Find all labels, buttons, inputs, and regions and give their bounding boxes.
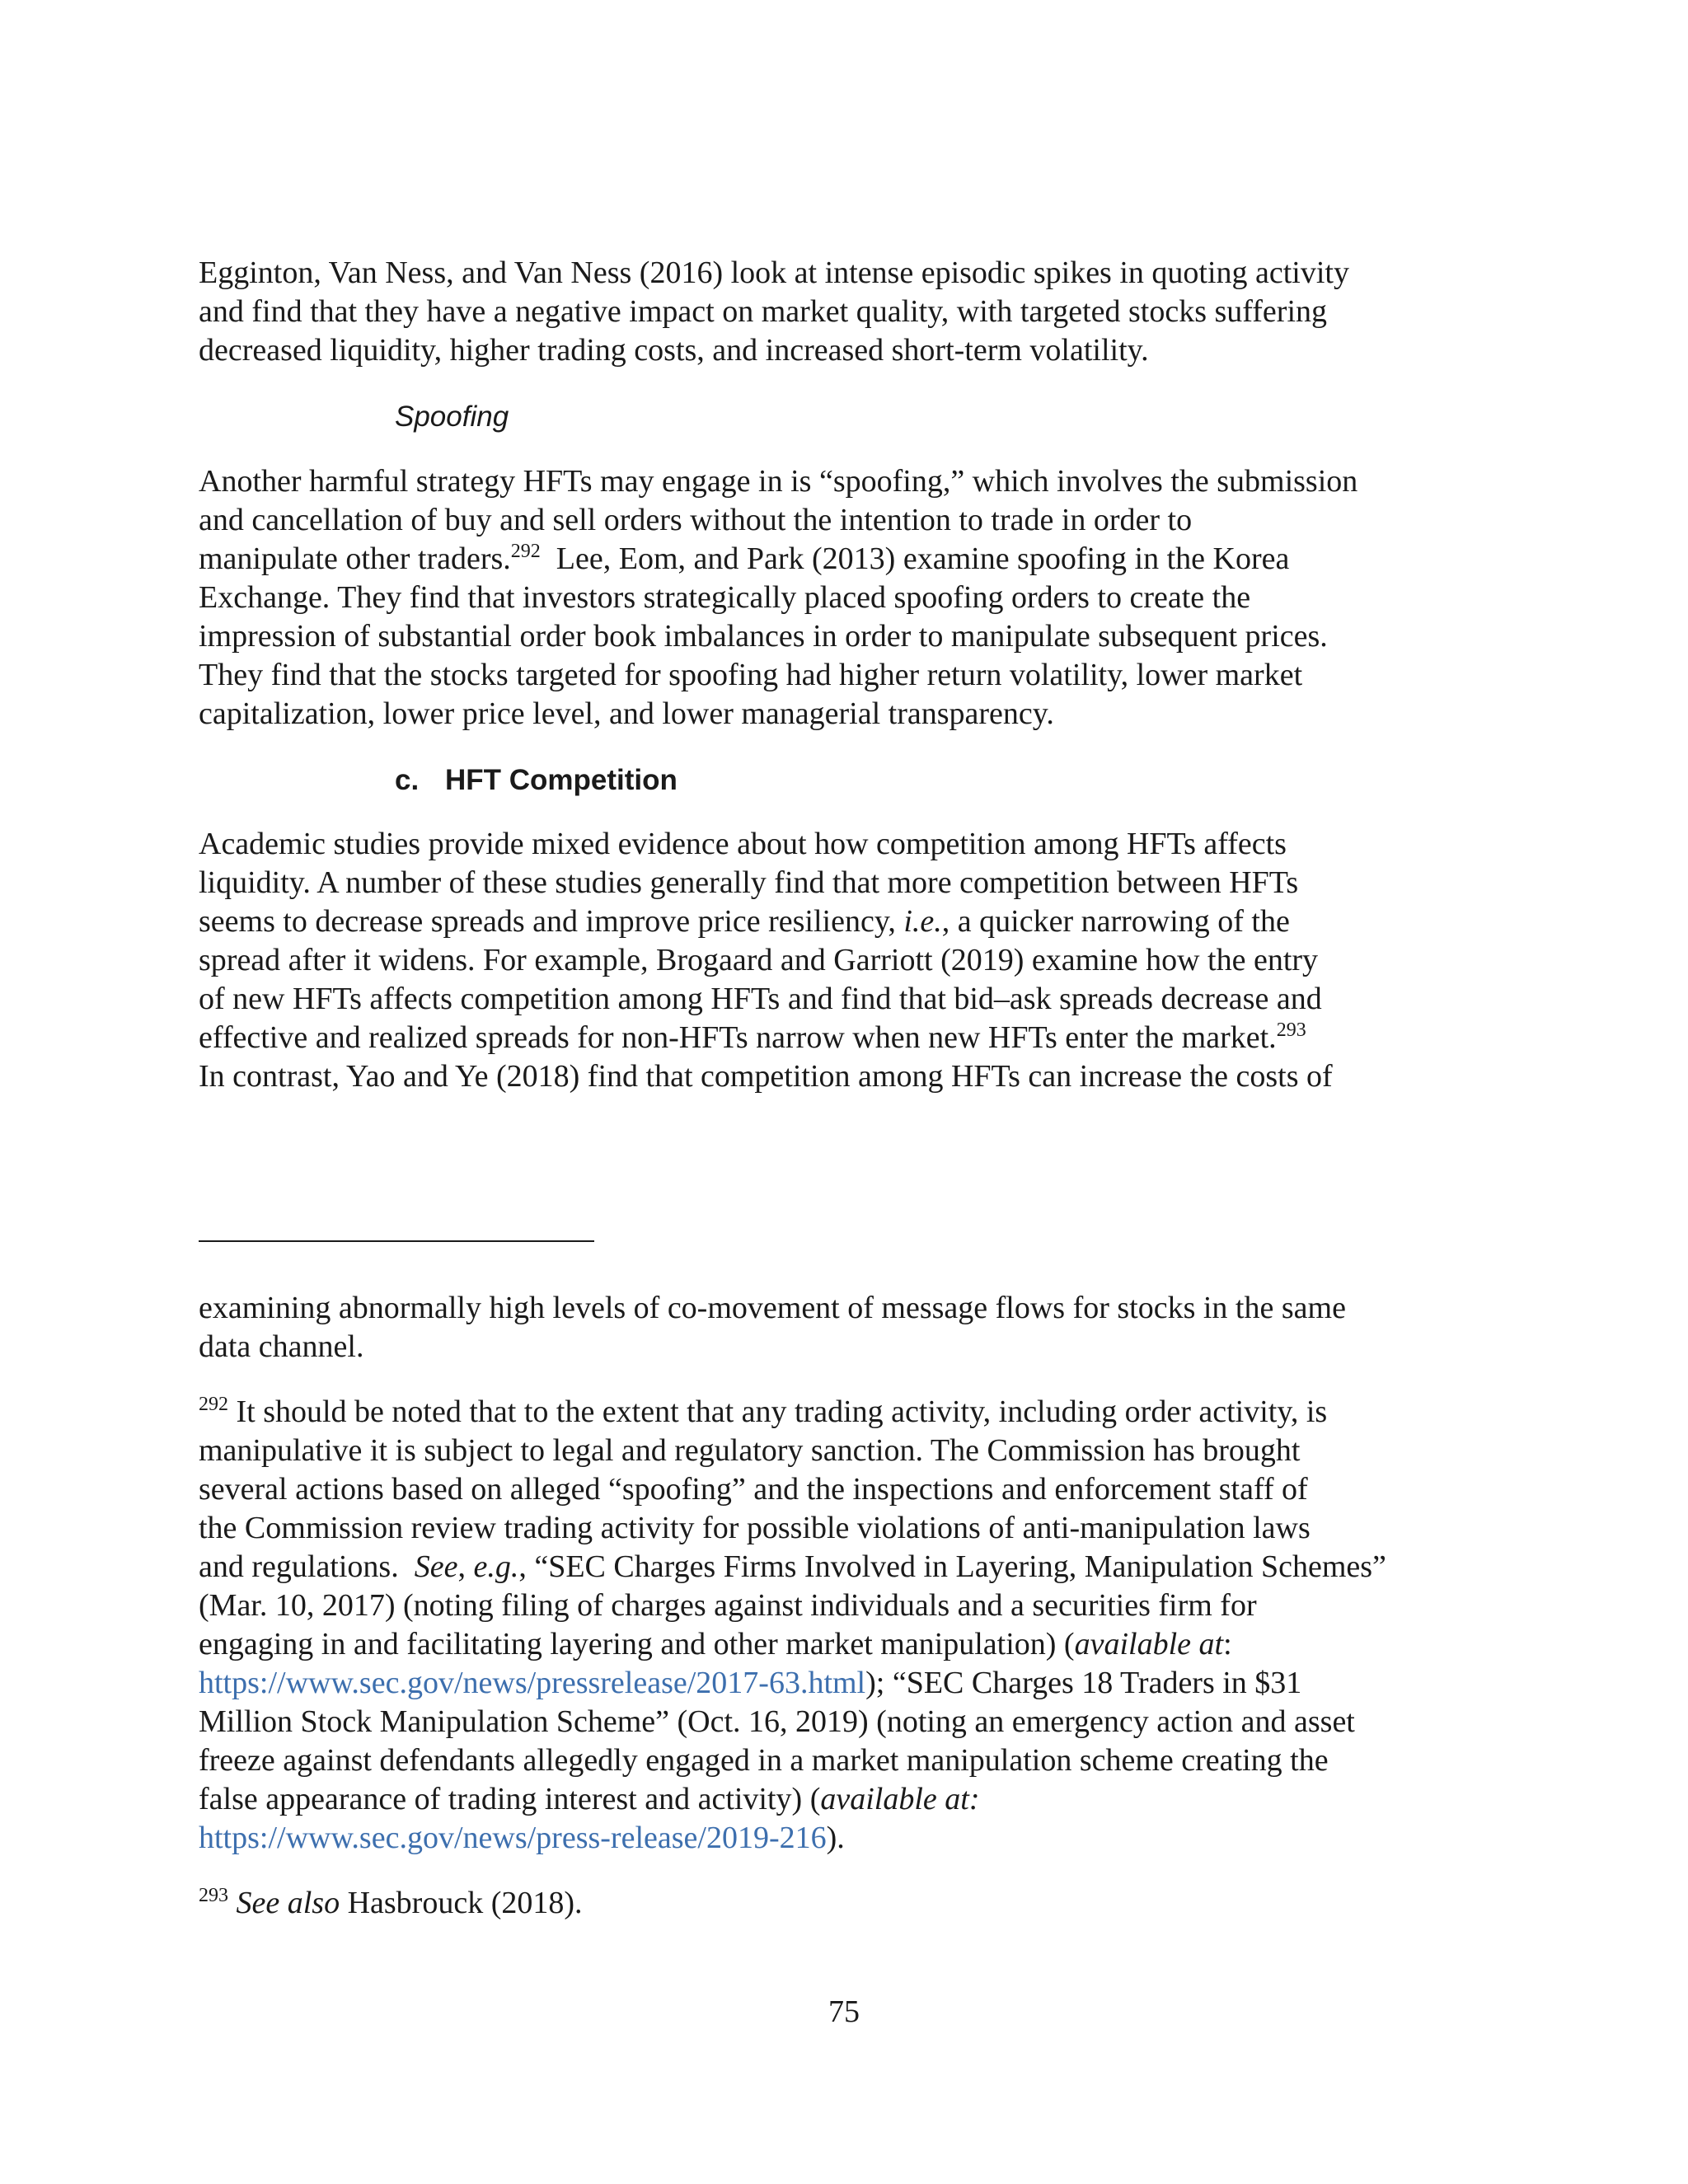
page-number: 75 <box>828 1994 860 2029</box>
paragraph3-ie: i.e. <box>903 904 942 939</box>
footnote-292-line5-text: and regulations. <box>199 1549 415 1584</box>
footnote-292-line7-colon: : <box>1223 1627 1232 1661</box>
footnote-292-line1 <box>199 1393 1327 1432</box>
paragraph3-line3 <box>199 902 1290 941</box>
footnote-292-line7 <box>199 1625 1232 1664</box>
paragraph2-line3-text-after: Lee, Eom, and Park (2013) examine spoofing in the Korea <box>540 541 1290 576</box>
paragraph1-line3: decreased liquidity, higher trading costs, and increased short-term volatility. <box>199 333 1149 368</box>
footnote-292-number: 292 <box>199 1394 228 1415</box>
heading-competition-title: HFT Competition <box>445 764 678 796</box>
sec-link-2019-216[interactable]: https://www.sec.gov/news/press-release/2019-216 <box>199 1821 827 1855</box>
paragraph2-line7: capitalization, lower price level, and lower managerial transparency. <box>199 696 1054 731</box>
paragraph2-line2: and cancellation of buy and sell orders without the intention to trade in order to <box>199 503 1193 537</box>
paragraph2-line5: impression of substantial order book imbalances in order to manipulate subsequent prices. <box>199 619 1328 654</box>
footnote-ref-293[interactable]: 293 <box>1276 1019 1306 1041</box>
paragraph2-line3-text: manipulate other traders. <box>199 541 511 576</box>
footnote-292-available-at-2: available at: <box>820 1782 980 1816</box>
footnote-292-line7-text: engaging in and facilitating layering and other market manipulation) ( <box>199 1627 1075 1661</box>
paragraph3-line5: of new HFTs affects competition among HFTs and find that bid–ask spreads decrease and <box>199 982 1322 1016</box>
footnote-292-line3: several actions based on alleged “spoofing” and the inspections and enforcement staff of <box>199 1472 1308 1507</box>
footnote-ref-292[interactable]: 292 <box>510 541 541 562</box>
footnote-292-available-at-1: available at <box>1074 1627 1224 1661</box>
paragraph3-line1: Academic studies provide mixed evidence about how competition among HFTs affects <box>199 827 1287 861</box>
footnote-292-comma: , <box>457 1549 474 1584</box>
footnote-292-line8-text: ); “SEC Charges 18 Traders in $31 <box>865 1666 1302 1700</box>
sec-link-2017-63[interactable]: https://www.sec.gov/news/pressrelease/2017-63.html <box>199 1666 866 1700</box>
footnote-292-line5 <box>199 1548 1386 1586</box>
footnote-292-line1-text: It should be noted that to the extent that any trading activity, including order activity, is <box>228 1394 1328 1429</box>
paragraph1-line2: and find that they have a negative impact on market quality, with targeted stocks suffering <box>199 294 1328 329</box>
footnote-292-line11 <box>199 1780 979 1819</box>
paragraph3-line6 <box>199 1019 1306 1057</box>
paragraph1-line1: Egginton, Van Ness, and Van Ness (2016) look at intense episodic spikes in quoting activity <box>199 255 1349 290</box>
footnote-continued-line2: data channel. <box>199 1329 364 1364</box>
paragraph3-line4: spread after it widens. For example, Brogaard and Garriott (2019) examine how the entry <box>199 943 1319 977</box>
footnote-292-line2: manipulative it is subject to legal and regulatory sanction. The Commission has brought <box>199 1433 1301 1468</box>
footnote-293-see-also: See also <box>228 1886 340 1920</box>
footnote-292-line6: (Mar. 10, 2017) (noting filing of charges against individuals and a securities firm for <box>199 1588 1257 1623</box>
paragraph2-line1: Another harmful strategy HFTs may engage in is “spoofing,” which involves the submission <box>199 464 1358 499</box>
footnote-292-see: See <box>414 1549 458 1584</box>
paragraph3-line3-text: seems to decrease spreads and improve price resiliency, <box>199 904 904 939</box>
footnote-292-line12 <box>199 1819 845 1858</box>
footnote-separator <box>199 1240 594 1242</box>
paragraph3-line2: liquidity. A number of these studies generally find that more competition between HFTs <box>199 865 1299 900</box>
footnote-292-line10: freeze against defendants allegedly engaged in a market manipulation scheme creating the <box>199 1743 1329 1778</box>
footnote-293-text: Hasbrouck (2018). <box>340 1886 583 1920</box>
footnote-292-line4: the Commission review trading activity for possible violations of anti-manipulation laws <box>199 1511 1311 1545</box>
footnote-continued-line1: examining abnormally high levels of co-movement of message flows for stocks in the same <box>199 1291 1346 1325</box>
paragraph3-line3-text-after: , a quicker narrowing of the <box>941 904 1290 939</box>
footnote-292-line9: Million Stock Manipulation Scheme” (Oct. 16, 2019) (noting an emergency action and asset <box>199 1704 1355 1739</box>
paragraph3-line7: In contrast, Yao and Ye (2018) find that competition among HFTs can increase the costs of <box>199 1059 1333 1094</box>
paragraph3-line6-text: effective and realized spreads for non-HFTs narrow when new HFTs enter the market. <box>199 1020 1277 1055</box>
footnote-293-number: 293 <box>199 1885 228 1906</box>
footnote-292-line5-text-after: , “SEC Charges Firms Involved in Layering, Manipulation Schemes” <box>518 1549 1386 1584</box>
footnote-292-line11-text: false appearance of trading interest and activity) ( <box>199 1782 821 1816</box>
paragraph2-line6: They find that the stocks targeted for spoofing had higher return volatility, lower market <box>199 658 1303 692</box>
footnote-292-eg: e.g. <box>473 1549 519 1584</box>
footnote-292-line12-text: ). <box>826 1821 845 1855</box>
heading-competition-marker: c. <box>395 764 420 796</box>
footnote-293 <box>199 1884 583 1923</box>
paragraph2-line4: Exchange. They find that investors strategically placed spoofing orders to create the <box>199 580 1251 615</box>
paragraph2-line3 <box>199 540 1289 579</box>
footnote-292-line8 <box>199 1664 1301 1703</box>
heading-spoofing: Spoofing <box>395 401 509 433</box>
